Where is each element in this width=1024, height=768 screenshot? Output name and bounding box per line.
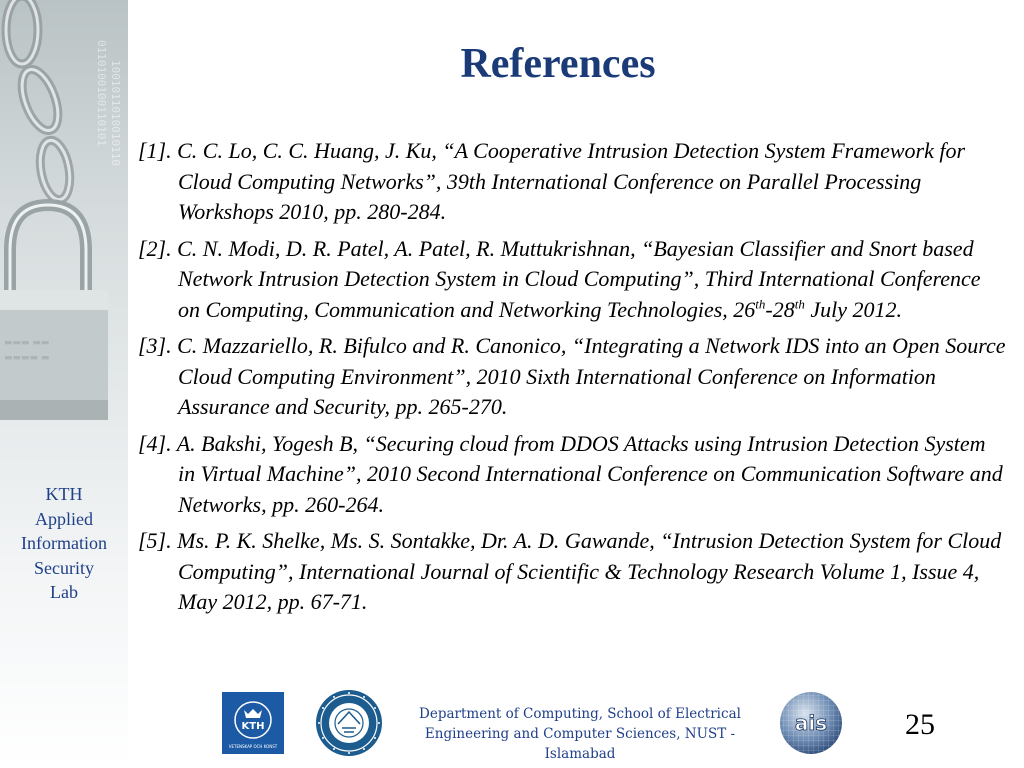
ordinal-suffix: th xyxy=(755,296,766,312)
sidebar-label-line: KTH xyxy=(45,484,83,504)
svg-text:1001011010010110: 1001011010010110 xyxy=(109,60,122,166)
kth-logo xyxy=(222,692,284,754)
reference-item: [4]. A. Bakshi, Yogesh B, “Securing cloud from DDOS Attacks using Intrusion Detection System in Virtual Machine”, 2010 Second International Conference on Communication Software and Networks, pp. 260-264. xyxy=(138,430,1003,517)
slide-title: References xyxy=(460,41,656,87)
department-line: Department of Computing, School of Electrical xyxy=(419,706,741,722)
sidebar-label-line: Information xyxy=(21,533,107,553)
svg-text:▬▬▬▬ ▬: ▬▬▬▬ ▬ xyxy=(4,353,50,363)
chain-padlock-art xyxy=(0,0,128,460)
kth-logo-text: KTH xyxy=(241,721,265,732)
ordinal-suffix: th xyxy=(794,296,805,312)
department-line: Engineering and Computer Sciences, NUST - xyxy=(424,726,736,742)
reference-item: [1]. C. C. Lo, C. C. Huang, J. Ku, “A Cooperative Intrusion Detection System Framework for Cloud Computing Networks”, 39th International Conference on Parallel Processing Workshops 2010, pp. 280-284. xyxy=(138,138,966,224)
reference-list xyxy=(138,136,1006,624)
reference-item: [3]. C. Mazzariello, R. Bifulco and R. Canonico, “Integrating a Network IDS into an Open Source Cloud Computing Environment”, 2010 Sixth International Conference on Information Assurance and Security, pp. 265-270. xyxy=(138,333,1006,419)
svg-text:▬▬▬ ▬▬: ▬▬▬ ▬▬ xyxy=(4,338,50,348)
kth-logo-subtext: VETENSKAP OCH KONST xyxy=(228,744,278,749)
reference-text: -28 xyxy=(765,296,795,322)
sidebar-label-line: Security xyxy=(34,557,94,578)
nust-seal-logo xyxy=(314,688,384,758)
department-line: Islamabad xyxy=(544,746,616,762)
ais-logo-text: ais xyxy=(794,711,828,735)
sidebar xyxy=(0,0,128,768)
sidebar-lab-label xyxy=(0,482,128,605)
department-text xyxy=(410,704,750,764)
ais-logo xyxy=(778,690,844,756)
reference-item: [5]. Ms. P. K. Shelke, Ms. S. Sontakke, Dr. A. D. Gawande, “Intrusion Detection System for Cloud Computing”, International Journal of Scientific & Technology Research Volume 1, Issue 4, May 2012, pp. 67-71. xyxy=(138,528,1002,614)
reference-text: [2]. C. N. Modi, D. R. Patel, A. Patel, R. Muttukrishnan, “Bayesian Classifier and Snort based Network Intrusion Detection System in Cloud Computing”, Third International Conference on Computing, Communication and Networking Technologies, 26 xyxy=(138,235,981,322)
reference-text: July 2012. xyxy=(804,296,903,322)
reference-item xyxy=(138,234,1006,326)
sidebar-label-line: Lab xyxy=(50,582,78,602)
page-number: 25 xyxy=(905,708,935,741)
sidebar-label-line: Applied xyxy=(35,508,93,529)
svg-text:0110100100110101: 0110100100110101 xyxy=(95,40,108,146)
